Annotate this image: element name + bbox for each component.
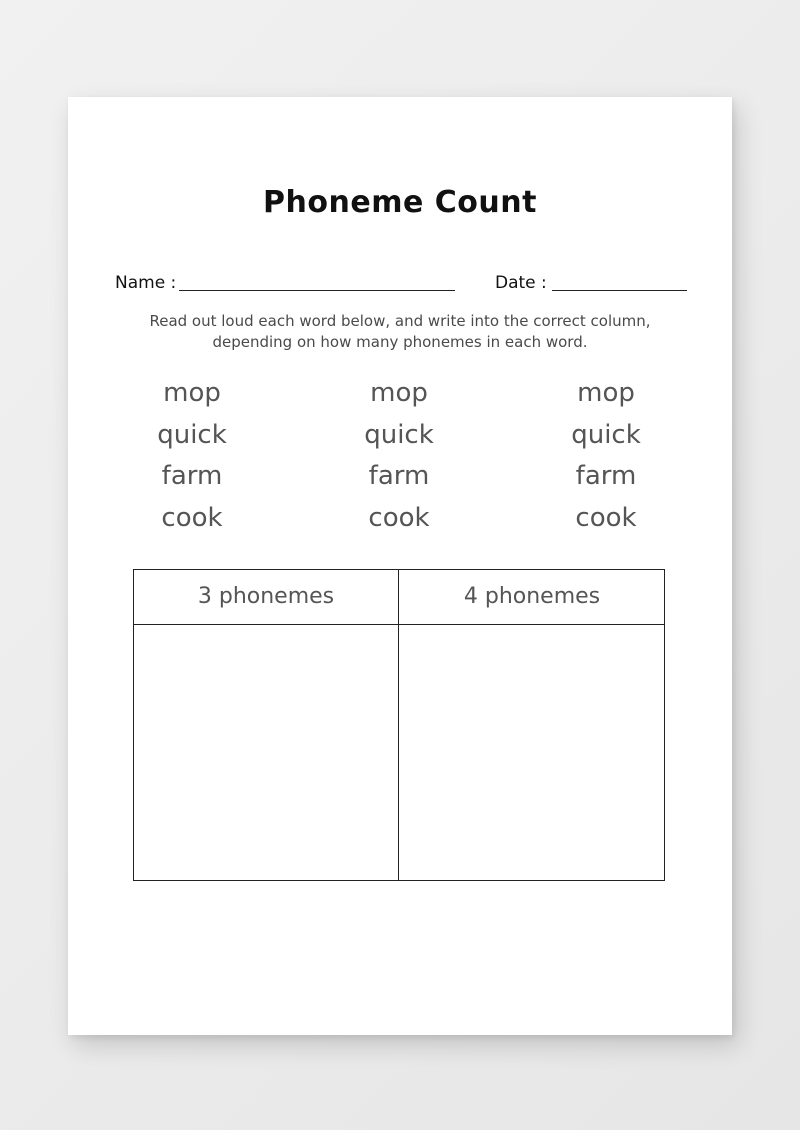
word-item: farm <box>575 461 637 491</box>
date-label: Date : <box>495 273 547 293</box>
answer-cell-3-phonemes[interactable] <box>134 626 398 880</box>
phoneme-table <box>133 569 665 881</box>
instructions-line-1: Read out loud each word below, and write into the correct column, <box>149 312 651 330</box>
word-item: quick <box>364 419 434 450</box>
word-item: mop <box>370 378 428 408</box>
name-line <box>179 290 455 291</box>
table-column-divider <box>398 570 399 880</box>
word-item: farm <box>161 461 223 491</box>
word-item: quick <box>571 419 641 450</box>
word-item: mop <box>163 378 221 408</box>
word-column-2 <box>309 373 489 539</box>
word-item: cook <box>575 502 637 533</box>
table-header-4-phonemes: 4 phonemes <box>463 584 601 609</box>
instructions <box>68 311 732 353</box>
table-header-divider <box>134 624 664 625</box>
word-item: quick <box>157 419 227 450</box>
word-column-1 <box>102 373 282 539</box>
word-item: mop <box>577 378 635 408</box>
word-column-3 <box>516 373 696 539</box>
word-item: cook <box>368 502 430 533</box>
name-label: Name : <box>115 273 177 293</box>
table-header-3-phonemes: 3 phonemes <box>197 584 335 609</box>
instructions-line-2: depending on how many phonemes in each word. <box>212 333 588 351</box>
date-line <box>552 290 687 291</box>
word-item: farm <box>368 461 430 491</box>
worksheet-page <box>68 97 732 1035</box>
answer-cell-4-phonemes[interactable] <box>400 626 664 880</box>
worksheet-title: Phoneme Count <box>263 185 537 220</box>
word-item: cook <box>161 502 223 533</box>
